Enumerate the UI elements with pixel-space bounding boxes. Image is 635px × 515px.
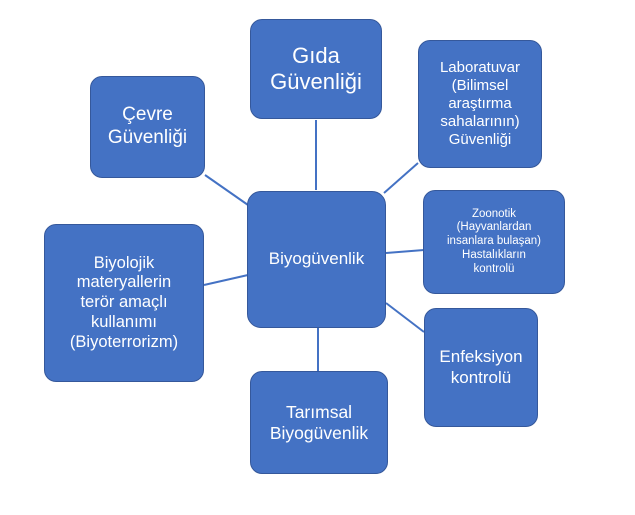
- node-biyoguvenlik: Biyogüvenlik: [247, 191, 386, 328]
- node-biyoterrorizm: Biyolojik materyallerin terör amaçlı kullanımı (Biyoterrorizm): [44, 224, 204, 382]
- node-gida-guvenligi: Gıda Güvenliği: [250, 19, 382, 119]
- connector-cevre: [205, 175, 248, 205]
- node-cevre-guvenligi: Çevre Güvenliği: [90, 76, 205, 178]
- node-zoonotik-hastaliklar: Zoonotik (Hayvanlardan insanlara bulaşan) Hastalıkların kontrolü: [423, 190, 565, 294]
- connector-laboratuvar: [384, 163, 418, 193]
- connector-biyoterror: [204, 275, 248, 285]
- connector-enfeksiyon: [386, 303, 424, 332]
- node-laboratuvar-guvenligi: Laboratuvar (Bilimsel araştırma sahalarının) Güvenliği: [418, 40, 542, 168]
- connector-zoonotik: [386, 250, 424, 253]
- node-tarimsal-biyoguvenlik: Tarımsal Biyogüvenlik: [250, 371, 388, 474]
- node-enfeksiyon-kontrolu: Enfeksiyon kontrolü: [424, 308, 538, 427]
